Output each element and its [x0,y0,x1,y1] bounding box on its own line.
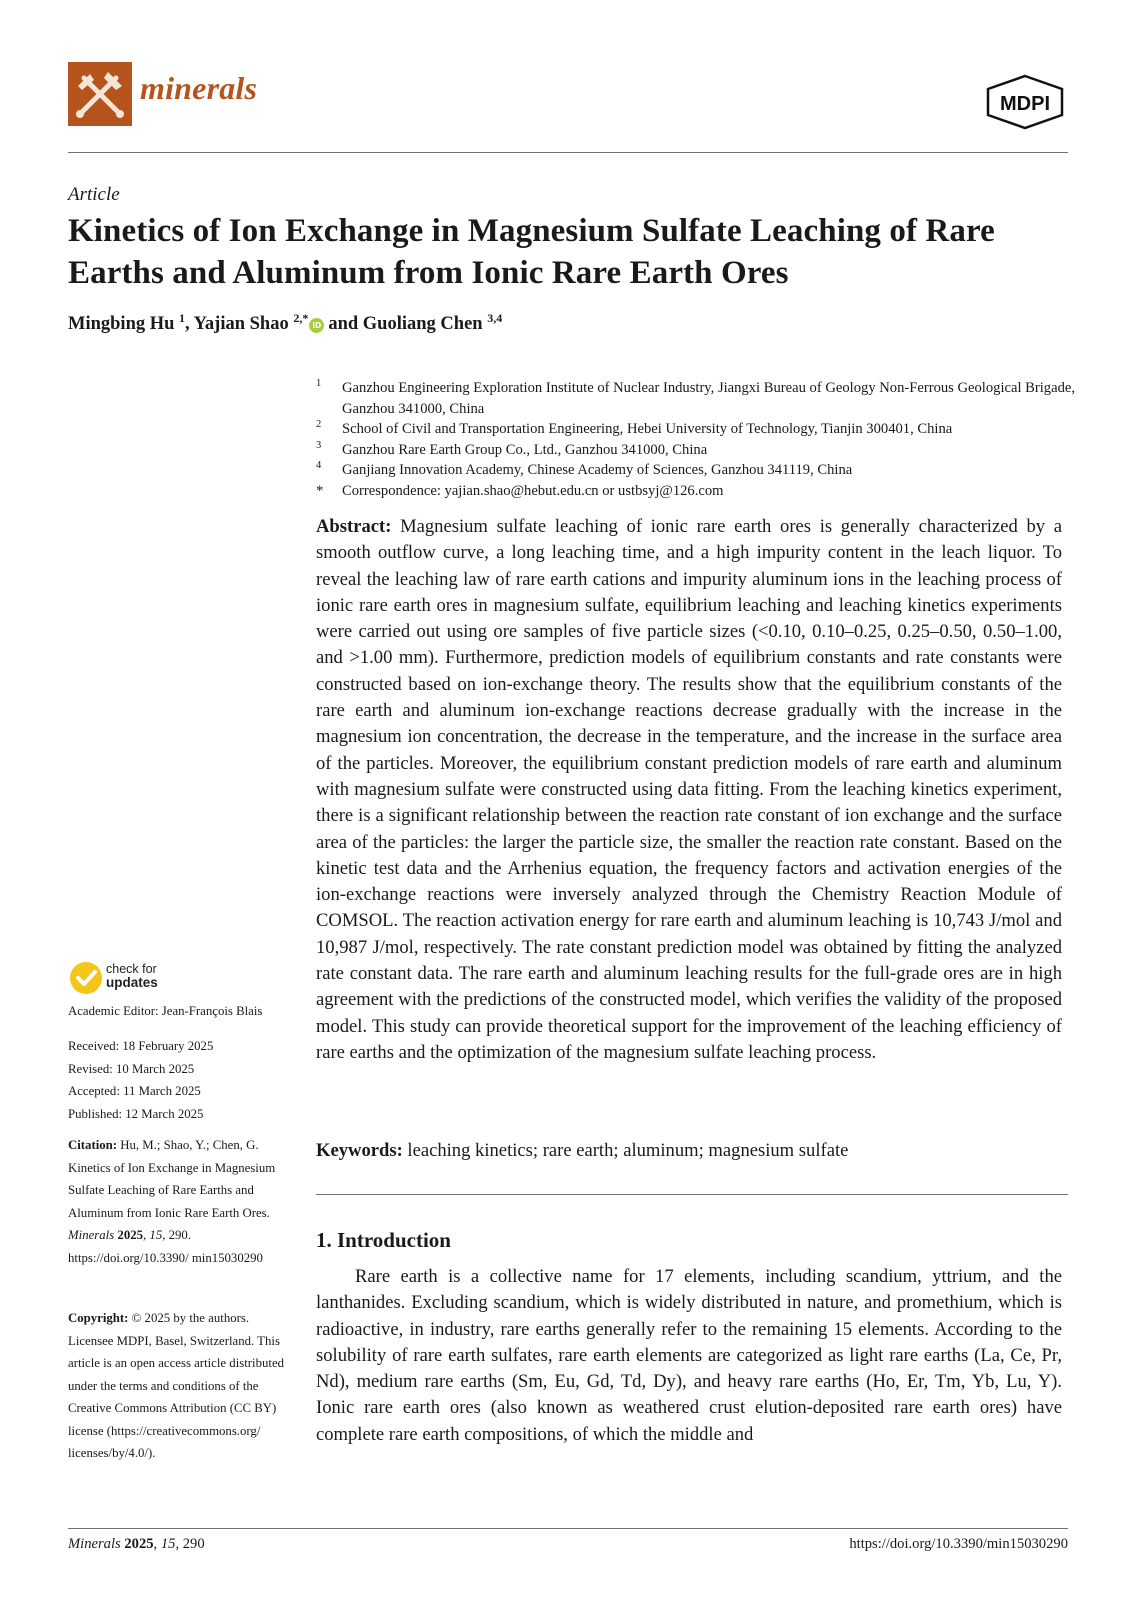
affiliation-marker: 2,* [293,311,309,325]
minerals-logo-icon [68,62,132,126]
author-name[interactable]: and Guoliang Chen [328,314,483,334]
footer-doi-link[interactable]: https://doi.org/10.3390/min15030290 [849,1536,1068,1552]
affiliation-text: Ganzhou Engineering Exploration Institute of Nuclear Industry, Jiangxi Bureau of Geology Non-Ferrous Geological Brigade, Ganzhou 341000, China [342,380,1076,417]
footer-divider [68,1528,1068,1529]
affiliation-text: School of Civil and Transportation Engineering, Hebei University of Technology, Tianjin 300401, China [342,421,953,437]
article-type: Article [68,184,120,205]
check-for-updates-icon[interactable] [68,960,104,996]
author-list [68,311,503,335]
copyright-label: Copyright: [68,1311,129,1325]
affiliation-item [316,419,1076,440]
author-name[interactable]: Mingbing Hu [68,314,175,334]
header-divider [68,152,1068,153]
publication-dates [68,1035,294,1125]
abstract-text: Magnesium sulfate leaching of ionic rare earth ores is generally characterized by a smooth outflow curve, a long leaching time, and a high impurity content in the leach liquor. To reveal the leaching law of rare earth cations and impurity aluminum ions in the leaching process of ionic rare earth ores in magnesium sulfate, equilibrium leaching and leaching kinetics experiments were carried out using ore samples of five particle sizes (<0.10, 0.10–0.25, 0.25–0.50, 0.50–1.00, and >1.00 mm). Furthermore, prediction models of equilibrium constants and rate constants were constructed based on ion-exchange theory. The results show that the equilibrium constants of the rare earth and aluminum ion-exchange reactions decrease gradually with the increase in the magnesium ion concentration, the decrease in the temperature, and the increase in the surface area of the particles. Moreover, the equilibrium constant prediction models of rare earth and aluminum with magnesium sulfate were constructed using data fitting. From the leaching kinetics experiment, there is a significant relationship between the reaction rate constant of ion exchange and the surface area of the particles: the larger the particle size, the smaller the reaction rate constant. Based on the kinetic test data and the Arrhenius equation, the frequency factors and activation energies of the ion-exchange reactions were inversely analyzed through the Chemistry Reaction Module of COMSOL. The reaction activation energy for rare earth and aluminum leaching is 10,743 J/mol and 10,987 J/mol, respectively. The rate constant prediction model was obtained by fitting the analyzed rate constant data. The rare earth and aluminum leaching results for the full-grade ores are in high agreement with the predictions of the constructed model, which verifies the validity of the proposed model. This study can provide theoretical support for the improvement of the leaching efficiency of rare earths and the optimization of the magnesium sulfate leaching process. [316,516,1062,1063]
footer-year: 2025 [124,1536,154,1552]
affiliation-text: Ganjiang Innovation Academy, Chinese Academy of Sciences, Ganzhou 341119, China [342,462,853,478]
keywords [316,1138,1062,1164]
affiliation-marker: 3,4 [487,311,503,325]
journal-name: minerals [140,70,258,106]
copyright-text: © 2025 by the authors. Licensee MDPI, Basel, Switzerland. This article is an open access article distributed under the terms and conditions of the Creative Commons Attribution (CC BY) license (https://creativecommons.org/ licenses/by/4.0/). [68,1311,285,1460]
footer-journal: Minerals [68,1536,121,1552]
published-date: Published: 12 March 2025 [68,1106,204,1121]
correspondence-marker: * [316,482,324,499]
affiliation-marker: 1 [179,311,186,325]
footer-citation: Minerals 2025, 15, 290 [68,1536,205,1552]
citation-journal: Minerals [68,1228,115,1242]
affiliation-number: 4 [316,460,322,471]
check-updates-line2: updates [106,975,158,990]
citation-volume: 15 [149,1228,163,1242]
footer-article-number: , 290 [175,1536,205,1552]
citation-year: 2025 [117,1228,144,1242]
accepted-date: Accepted: 11 March 2025 [68,1084,201,1098]
revised-date: Revised: 10 March 2025 [68,1061,195,1076]
footer-volume: 15 [160,1536,176,1552]
section-divider [316,1194,1068,1195]
academic-editor: Academic Editor: Jean-François Blais [68,1004,263,1018]
publisher-name: MDPI [1000,93,1050,115]
affiliation-number: 1 [316,378,322,389]
affiliation-text: Ganzhou Rare Earth Group Co., Ltd., Ganzhou 341000, China [342,441,708,458]
correspondence-item [316,481,1076,502]
affiliation-item [316,378,1076,419]
abstract [316,514,1062,1066]
orcid-icon[interactable]: iD [309,318,324,333]
citation: Citation: Hu, M.; Shao, Y.; Chen, G. Kinetics of Ion Exchange in Magnesium Sulfate Leaching of Rare Earths and Aluminum from Ionic Rare Earth Ores. Minerals 2025, 15, 290. https://doi.org/10.3390/ min15030290 [68,1138,276,1265]
citation-text: Hu, M.; Shao, Y.; Chen, G. Kinetics of Ion Exchange in Magnesium Sulfate Leaching of Rare Earths and Aluminum from Ionic Rare Earth Ores. [68,1138,276,1220]
introduction-paragraph: Rare earth is a collective name for 17 elements, including scandium, yttrium, and the lanthanides. Excluding scandium, which is widely distributed in nature, and promethium, which is radioactive, in industry, rare earths generally refer to the remaining 15 elements. According to the solubility of rare earth sulfates, rare earth elements are categorized as light rare earths (La, Ce, Pr, Nd), medium rare earths (Sm, Eu, Gd, Td, Dy), and heavy rare earths (Ho, Er, Tm, Yb, Lu, Y). Ionic rare earth ores (also known as weathered crust elution-deposited rare earth ores) have complete rare earth compositions, of which the middle and [316,1266,1062,1445]
citation-label: Citation: [68,1138,118,1152]
affiliations [316,378,1076,501]
affiliation-item [316,460,1076,481]
mdpi-logo-icon [984,74,1066,130]
keywords-label: Keywords: [316,1140,403,1161]
citation-doi[interactable]: , 290. https://doi.org/10.3390/ min15030290 [68,1228,263,1265]
article-title: Kinetics of Ion Exchange in Magnesium Sulfate Leaching of Rare Earths and Aluminum from Ionic Rare Earth Ores [68,213,995,291]
affiliation-number: 2 [316,419,322,430]
author-name[interactable]: , Yajian Shao [185,314,289,334]
abstract-label: Abstract: [316,516,392,537]
affiliation-number: 3 [316,439,322,451]
correspondence-text[interactable]: Correspondence: yajian.shao@hebut.edu.cn or ustbsyj@126.com [342,482,724,499]
check-updates-line1: check for [106,962,157,976]
keywords-text: leaching kinetics; rare earth; aluminum; magnesium sulfate [407,1140,849,1161]
copyright-notice [68,1307,294,1465]
check-for-updates-label[interactable] [106,962,158,990]
affiliation-item [316,440,1076,461]
section-heading: 1. Introduction [316,1228,451,1252]
received-date: Received: 18 February 2025 [68,1039,214,1053]
